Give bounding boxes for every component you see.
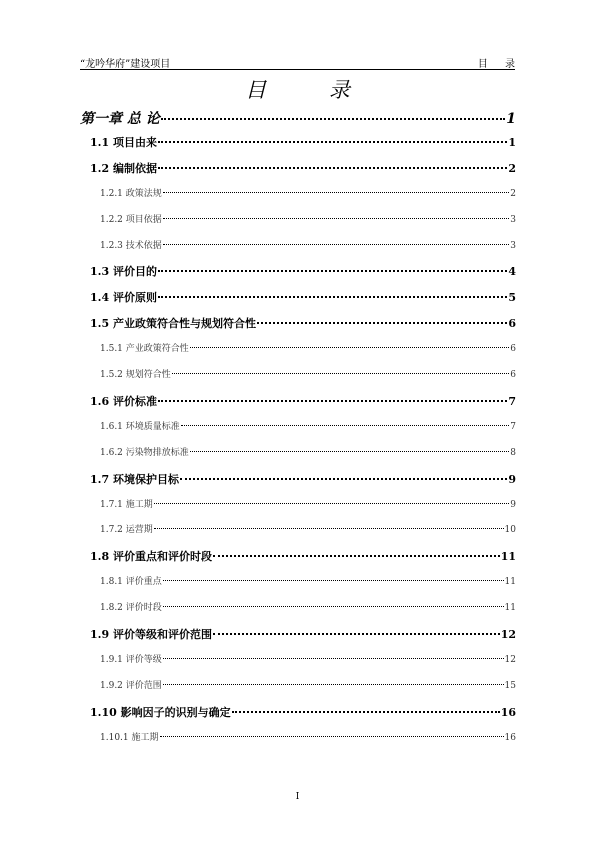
toc-entry-label: 1.5 产业政策符合性与规划符合性 <box>90 317 256 331</box>
toc-entry-page: 11 <box>500 550 516 564</box>
toc-entry-page: 9 <box>508 472 516 486</box>
toc-entry-label: 1.5.2 规划符合性 <box>100 370 171 380</box>
toc-entry-page: 10 <box>504 525 516 536</box>
toc-dot-leader <box>213 555 500 557</box>
toc-dot-leader <box>161 118 506 120</box>
toc-dot-leader <box>163 192 510 193</box>
toc-entry[interactable] <box>100 186 516 199</box>
toc-entry-label: 1.6 评价标准 <box>90 394 157 408</box>
toc-entry[interactable] <box>90 160 516 176</box>
toc-dot-leader <box>163 606 504 607</box>
toc-entry-label: 1.9 评价等级和评价范围 <box>90 628 212 641</box>
toc-entry-page: 11 <box>504 603 516 614</box>
toc-entry-label: 1.7 环境保护目标 <box>90 472 179 486</box>
toc-entry[interactable] <box>100 600 516 613</box>
toc-entry[interactable] <box>100 497 516 510</box>
toc-dot-leader <box>163 244 510 245</box>
toc-entry-page: 4 <box>508 265 516 279</box>
toc-entry-label: 1.2.2 项目依据 <box>100 214 162 225</box>
toc-entry-page: 1 <box>506 111 516 127</box>
toc-entry[interactable] <box>90 289 516 305</box>
toc-entry-page: 3 <box>510 240 516 251</box>
toc-entry-label: 1.8.1 评价重点 <box>100 577 162 588</box>
toc-dot-leader <box>172 373 510 374</box>
toc-entry[interactable] <box>90 134 516 150</box>
toc-entry-page: 2 <box>510 188 516 199</box>
toc-entry[interactable] <box>90 704 516 720</box>
toc-entry-label: 1.8.2 评价时段 <box>100 603 162 614</box>
toc-entry[interactable] <box>100 522 516 535</box>
toc-entry-label: 1.10 影响因子的识别与确定 <box>90 705 231 719</box>
toc-entry[interactable] <box>100 678 516 691</box>
toc-entry-label: 1.8 评价重点和评价时段 <box>90 550 212 564</box>
toc-entry-page: 6 <box>510 370 516 380</box>
toc-entry-page: 7 <box>508 394 516 408</box>
toc-entry-label: 1.7.1 施工期 <box>100 499 153 510</box>
toc-entry-label: 1.2.3 技术依据 <box>100 240 162 251</box>
toc-dot-leader <box>257 322 507 324</box>
toc-entry[interactable] <box>90 393 516 409</box>
toc-entry[interactable] <box>100 445 516 458</box>
toc-dot-leader <box>180 478 507 480</box>
toc-entry[interactable] <box>100 652 516 665</box>
toc-entry[interactable] <box>100 212 516 225</box>
toc-entry-page: 11 <box>504 577 516 588</box>
toc-entry-label: 1.9.2 评价范围 <box>100 680 162 691</box>
toc-dot-leader <box>154 503 510 504</box>
toc-entry[interactable] <box>90 471 516 487</box>
toc-dot-leader <box>158 167 507 169</box>
toc-dot-leader <box>213 633 500 635</box>
toc-entry-page: 6 <box>508 317 516 331</box>
toc-entry-page: 12 <box>504 654 516 665</box>
toc-entry-label: 1.3 评价目的 <box>90 265 157 279</box>
toc-chapter-entry[interactable] <box>80 108 516 128</box>
toc-dot-leader <box>190 451 510 452</box>
toc-entry[interactable] <box>90 548 516 564</box>
toc-entry-label: 1.10.1 施工期 <box>100 732 159 743</box>
toc-entry-page: 15 <box>504 680 516 691</box>
toc-dot-leader <box>158 141 507 143</box>
toc-entry-label: 1.6.2 污染物排放标准 <box>100 447 189 458</box>
toc-entry[interactable] <box>100 574 516 587</box>
toc-dot-leader <box>154 528 504 529</box>
header-project-name: “龙吟华府”建设项目 <box>80 59 171 70</box>
toc-entry[interactable] <box>100 341 516 354</box>
toc-entry-label: 1.2.1 政策法规 <box>100 188 162 199</box>
toc-entry[interactable] <box>100 730 516 743</box>
toc-entry[interactable] <box>100 367 516 380</box>
toc-entry[interactable] <box>100 419 516 432</box>
toc-entry-label: 1.6.1 环境质量标准 <box>100 421 180 432</box>
toc-entry-page: 9 <box>510 499 516 510</box>
toc-dot-leader <box>163 658 504 659</box>
toc-entry-label: 第一章 总 论 <box>80 111 160 127</box>
toc-entry-label: 1.5.1 产业政策符合性 <box>100 344 189 355</box>
toc-entry-page: 16 <box>504 732 516 743</box>
toc-entry-page: 1 <box>508 135 516 149</box>
toc-entry-page: 7 <box>510 421 516 432</box>
toc-dot-leader <box>163 684 504 685</box>
toc-entry-label: 1.9.1 评价等级 <box>100 654 162 665</box>
toc-dot-leader <box>158 296 507 298</box>
toc-dot-leader <box>158 400 507 402</box>
toc-dot-leader <box>190 347 510 348</box>
toc-entry[interactable] <box>100 238 516 251</box>
toc-dot-leader <box>158 270 507 272</box>
toc-dot-leader <box>163 580 504 581</box>
toc-entry-page: 3 <box>510 214 516 225</box>
toc-entry-label: 1.4 评价原则 <box>90 291 157 305</box>
toc-entry-label: 1.1 项目由来 <box>90 135 157 149</box>
page-number: I <box>295 792 300 802</box>
header-section-name: 目 录 <box>477 59 515 70</box>
toc-entry[interactable] <box>90 626 516 642</box>
toc-entry-page: 12 <box>500 628 516 641</box>
toc-dot-leader <box>160 736 504 737</box>
toc-entry-page: 5 <box>508 291 516 305</box>
page-title: 目 录 <box>245 78 378 102</box>
toc-entry-page: 16 <box>500 705 516 719</box>
toc-dot-leader <box>181 425 510 426</box>
toc-entry-page: 6 <box>510 344 516 355</box>
toc-entry-label: 1.7.2 运营期 <box>100 525 153 536</box>
toc-entry-label: 1.2 编制依据 <box>90 161 157 175</box>
toc-entry-page: 2 <box>508 161 516 175</box>
toc-dot-leader <box>163 218 510 219</box>
header-divider <box>80 69 515 70</box>
toc-entry[interactable] <box>90 315 516 331</box>
toc-entry[interactable] <box>90 263 516 279</box>
toc-entry-page: 8 <box>510 447 516 458</box>
toc-dot-leader <box>232 711 500 713</box>
